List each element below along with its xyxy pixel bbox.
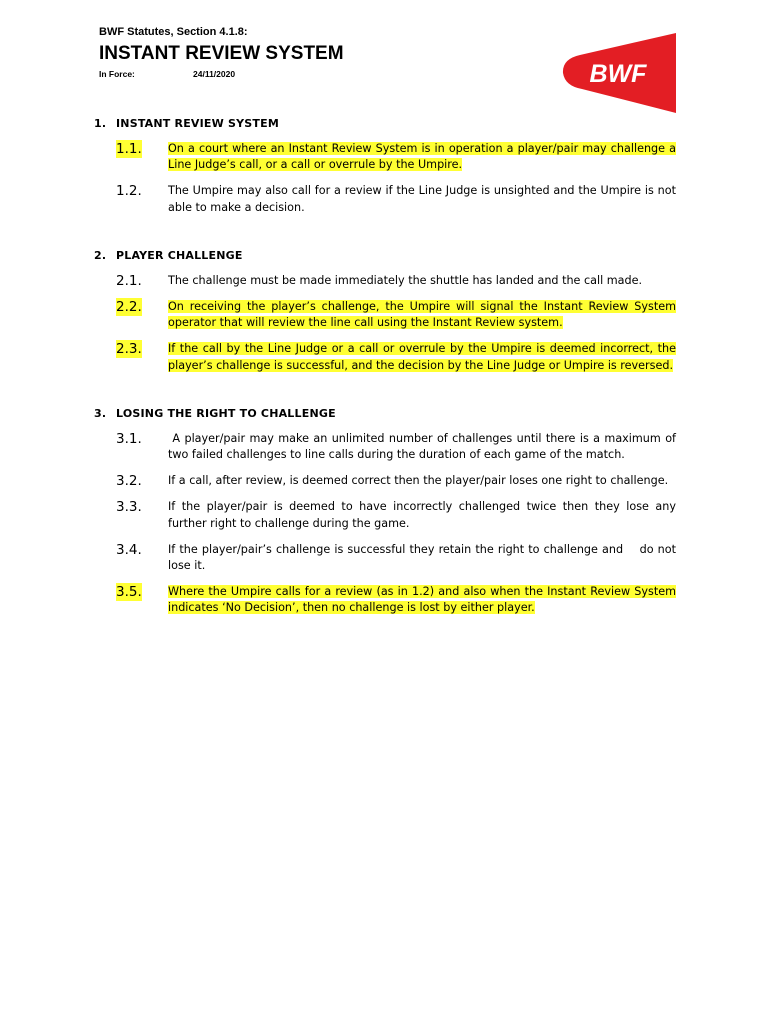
clause	[94, 341, 676, 373]
in-force-row	[99, 68, 559, 80]
clause	[94, 499, 676, 531]
clause	[94, 541, 680, 574]
clause	[94, 473, 676, 489]
clause-text: A player/pair may make an unlimited number of challenges until there is a maximum of two failed challenges to line calls during the duration of each game of the match.	[168, 431, 680, 462]
section-number: 3.	[94, 406, 107, 420]
section-heading	[94, 406, 676, 422]
section-title: PLAYER CHALLENGE	[116, 248, 243, 262]
clause-text: On a court where an Instant Review System is in operation a player/pair may challenge a Line Judge’s call, or a call or overrule by the Umpire.	[168, 142, 676, 172]
bwf-logo	[560, 33, 676, 115]
clause-number: 1.2.	[116, 183, 142, 200]
clause	[94, 299, 676, 331]
clause-number: 1.1.	[116, 141, 142, 157]
clause-number: 2.1.	[116, 272, 142, 289]
clause	[94, 273, 676, 289]
document-body	[94, 116, 680, 617]
section-heading	[94, 248, 676, 264]
clause-number: 2.3.	[116, 341, 142, 358]
clause	[94, 584, 676, 616]
clause-text: Where the Umpire calls for a review (as in 1.2) and also when the Instant Review System indicates ‘No Decision’, then no challenge is lost by either player.	[168, 585, 676, 615]
in-force-date: 24/11/2020	[193, 69, 236, 79]
clause	[94, 183, 676, 215]
clause-number: 3.4.	[116, 541, 142, 558]
section-number: 2.	[94, 248, 107, 262]
clause-number: 3.2.	[116, 473, 142, 490]
clause-number: 2.2.	[116, 299, 142, 316]
section-heading	[94, 116, 676, 132]
section-title: LOSING THE RIGHT TO CHALLENGE	[116, 406, 336, 420]
clause	[94, 141, 676, 173]
clause-text: On receiving the player’s challenge, the Umpire will signal the Instant Review System operator that will review the line call using the Instant Review system.	[168, 300, 676, 330]
clause-text: If the call by the Line Judge or a call or overrule by the Umpire is deemed incorrect, the player’s challenge is successful, and the decision by the Line Judge or Umpire is reversed.	[168, 342, 676, 372]
clause-text: The Umpire may also call for a review if the Line Judge is unsighted and the Umpire is not able to make a decision.	[168, 184, 676, 214]
clause-text: If a call, after review, is deemed correct then the player/pair loses one right to challenge.	[168, 474, 669, 488]
in-force-label: In Force:	[99, 69, 135, 79]
clause	[94, 430, 680, 463]
clause-text: The challenge must be made immediately the shuttle has landed and the call made.	[168, 273, 643, 287]
clause-number: 3.3.	[116, 499, 142, 516]
logo-text: BWF	[589, 60, 647, 88]
document-title: INSTANT REVIEW SYSTEM	[99, 43, 344, 64]
clause-number: 3.1.	[116, 430, 142, 447]
section-number: 1.	[94, 117, 107, 130]
clause-text: If the player/pair’s challenge is successful they retain the right to challenge and do not lose it.	[168, 542, 680, 573]
section-title: INSTANT REVIEW SYSTEM	[116, 117, 279, 130]
statute-reference: BWF Statutes, Section 4.1.8:	[99, 26, 248, 38]
document-header	[99, 25, 559, 80]
clause-text: If the player/pair is deemed to have incorrectly challenged twice then they lose any further right to challenge during the game.	[168, 500, 676, 530]
clause-number: 3.5.	[116, 584, 142, 601]
